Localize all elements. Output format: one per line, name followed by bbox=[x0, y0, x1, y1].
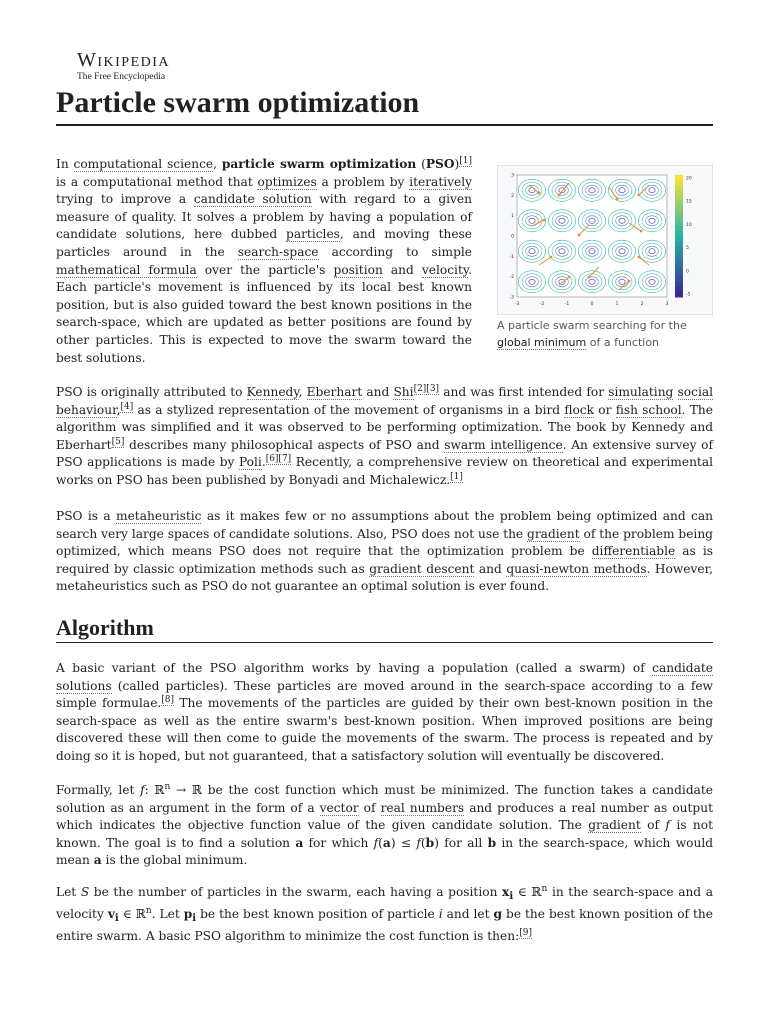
link-gradient-2[interactable]: gradient bbox=[588, 818, 641, 833]
particle-point bbox=[538, 192, 541, 195]
swarm-figure bbox=[497, 165, 713, 351]
particle-point bbox=[638, 256, 641, 259]
citation-ref[interactable]: [9] bbox=[519, 928, 532, 938]
x-tick-label: -3 bbox=[514, 302, 520, 307]
particle-point bbox=[568, 276, 571, 279]
colorbar-segment bbox=[675, 231, 683, 237]
citation-ref[interactable]: [6][7] bbox=[265, 454, 292, 465]
link-simulating[interactable]: simulating bbox=[608, 385, 674, 399]
formal-definition-paragraph: Formally, let f: ℝ$^n$ → ℝ be the cost function which must be minimized. The function takes a candidate solution as an argument in the form of a vector of real numbers and produces a real number as output which indicates the objective function value of the given candidate solution. The gradient of f is not known. The goal is to find a solution a for which f(a) ≤ f(b) for all b in the search-space, which would mean a is the global minimum. bbox=[56, 781, 714, 868]
particle-point bbox=[638, 194, 641, 197]
colorbar-tick-label: -5 bbox=[686, 292, 691, 298]
particle-point bbox=[578, 234, 581, 237]
particle-point bbox=[640, 230, 643, 233]
colorbar-segment bbox=[675, 195, 683, 201]
section-heading-algorithm: Algorithm bbox=[56, 614, 713, 643]
colorbar-segment bbox=[675, 267, 683, 273]
colorbar-segment bbox=[675, 282, 683, 288]
link-quasi-newton-methods[interactable]: quasi-newton methods bbox=[506, 561, 647, 576]
colorbar-segment bbox=[675, 251, 683, 257]
citation-ref[interactable]: [5] bbox=[111, 436, 125, 447]
colorbar-segment bbox=[675, 180, 683, 186]
colorbar-segment bbox=[675, 190, 683, 196]
link-gradient[interactable]: gradient bbox=[527, 526, 580, 541]
colorbar-segment bbox=[675, 221, 683, 227]
history-paragraph: PSO is originally attributed to Kennedy, Eberhart and Shi[2][3] and was first intended for simulating social behaviour,[4] as a stylized representation of the movement of organisms in a bird flock or fish school. The algorithm was simplified and it was observed to be performing optimization. The book by Kennedy and Eberhart[5] describes many philosophical aspects of PSO and swarm intelligence. An extensive survey of PSO applications is made by Poli.[6][7] Recently, a comprehensive review on theoretical and experimental works on PSO has been published by Bonyadi and Michalewicz.[1] bbox=[56, 383, 714, 487]
link-metaheuristic[interactable]: metaheuristic bbox=[116, 509, 202, 523]
colorbar-segment bbox=[675, 261, 683, 267]
particle-point bbox=[550, 256, 553, 259]
x-tick-label: -2 bbox=[539, 302, 545, 307]
metaheuristic-paragraph: PSO is a metaheuristic as it makes few or no assumptions about the problem being optimized and can search very large spaces of candidate solutions. Also, PSO does not use the gradient of the problem being optimized, which means PSO does not require that the optimization problem be differentiable as is required by classic optimization methods such as gradient descent and quasi-newton methods. However, metaheuristics such as PSO do not guarantee an optimal solution is ever found. bbox=[56, 509, 713, 594]
colorbar-segment bbox=[675, 216, 683, 222]
particle-point bbox=[558, 194, 561, 197]
swarm-contour-plot[interactable] bbox=[497, 165, 713, 315]
link-flock[interactable]: flock bbox=[564, 402, 595, 417]
logo-tagline: The Free Encyclopedia bbox=[77, 72, 166, 82]
y-tick-label: 1 bbox=[511, 214, 514, 220]
colorbar-tick-label: 20 bbox=[686, 176, 692, 182]
particle-point bbox=[628, 280, 631, 283]
colorbar-segment bbox=[675, 256, 683, 262]
y-tick-label: 2 bbox=[511, 193, 514, 199]
link-swarm-intelligence[interactable]: swarm intelligence bbox=[444, 437, 563, 452]
colorbar-segment bbox=[675, 211, 683, 217]
link-real-numbers[interactable]: real numbers bbox=[380, 800, 465, 815]
x-tick-label: 3 bbox=[665, 302, 669, 307]
citation-ref[interactable]: [1] bbox=[450, 471, 463, 482]
citation-ref[interactable]: [1] bbox=[459, 155, 472, 166]
colorbar-tick-label: 5 bbox=[686, 246, 689, 252]
link-mathematical-formula[interactable]: mathematical formula bbox=[56, 262, 197, 277]
colorbar-segment bbox=[675, 175, 683, 181]
y-tick-label: -3 bbox=[509, 295, 514, 301]
logo-wordmark: Wikipedia bbox=[77, 49, 171, 71]
y-tick-label: -2 bbox=[509, 275, 514, 281]
colorbar-segment bbox=[675, 277, 683, 283]
colorbar-segment bbox=[675, 226, 683, 232]
citation-ref[interactable]: [8] bbox=[161, 695, 175, 706]
link-search-space[interactable]: search-space bbox=[237, 244, 319, 259]
wikipedia-logo[interactable] bbox=[77, 50, 170, 82]
link-global-minimum[interactable]: global minimum bbox=[497, 336, 587, 349]
colorbar-segment bbox=[675, 200, 683, 206]
x-tick-label: 2 bbox=[640, 302, 644, 307]
link-optimizes[interactable]: optimizes bbox=[257, 174, 317, 189]
citation-ref[interactable]: [4] bbox=[120, 401, 134, 412]
algorithm-paragraph: A basic variant of the PSO algorithm works by having a population (called a swarm) of candidate solutions (called particles). These particles are moved around in the search-space according to a few simple formulae.[8] The movements of the particles are guided by their own best-known position in the search-space as well as the entire swarm's best-known position. When improved positions are being discovered these will then come to guide the movements of the swarm. The process is repeated and by doing so it is hoped, but not guaranteed, that a satisfactory solution will eventually be discovered. bbox=[56, 661, 713, 763]
colorbar-segment bbox=[675, 287, 683, 293]
algorithm-setup-paragraph: Let S be the number of particles in the swarm, each having a position $x_i$ ∈ ℝ$^n$ in the search-space and a velocity $v_i$ ∈ ℝ$^n$. Let $p_i$ be the best known position of particle i and let g be the best known position of the entire swarm. A basic PSO algorithm to minimize the cost function is then:[9] bbox=[56, 883, 713, 944]
link-position[interactable]: position bbox=[333, 262, 383, 277]
colorbar-segment bbox=[675, 246, 683, 252]
link-differentiable[interactable]: differentiable bbox=[591, 544, 676, 559]
x-tick-label: 1 bbox=[615, 302, 619, 307]
link-velocity[interactable]: velocity bbox=[421, 262, 469, 277]
link-shi[interactable]: Shi bbox=[393, 385, 414, 399]
colorbar-tick-label: 10 bbox=[686, 222, 692, 228]
colorbar-segment bbox=[675, 292, 683, 298]
citation-ref[interactable]: [2][3] bbox=[413, 383, 440, 394]
colorbar-segment bbox=[675, 185, 683, 191]
link-fish-school[interactable]: fish school bbox=[615, 402, 682, 417]
colorbar-segment bbox=[675, 272, 683, 278]
colorbar-segment bbox=[675, 206, 683, 212]
figure-caption: A particle swarm searching for the global minimum of a function bbox=[497, 319, 687, 349]
intro-paragraph: In computational science, particle swarm optimization (PSO)[1] is a computational method that optimizes a problem by iteratively trying to improve a candidate solution with regard to a given measure of quality. It solves a problem by having a population of candidate solutions, here dubbed particles, and moving these particles around in the search-space according to simple mathematical formula over the particle's position and velocity. Each particle's movement is influenced by its local best known position, but is also guided toward the best known positions in the search-space, which are updated as better positions are found by other particles. This is expected to move the swarm toward the best solutions. bbox=[56, 155, 473, 365]
link-computational-science[interactable]: computational science bbox=[73, 157, 214, 171]
link-candidate-solutions[interactable]: candidate solutions bbox=[56, 661, 713, 693]
particle-point bbox=[543, 219, 546, 222]
link-iteratively[interactable]: iteratively bbox=[409, 174, 472, 189]
link-particles[interactable]: particles bbox=[286, 227, 340, 242]
colorbar-segment bbox=[675, 241, 683, 247]
page-title: Particle swarm optimization bbox=[56, 84, 713, 126]
link-gradient-descent[interactable]: gradient descent bbox=[369, 561, 475, 576]
link-eberhart[interactable]: Eberhart bbox=[306, 385, 363, 399]
y-tick-label: -1 bbox=[509, 254, 514, 260]
link-kennedy[interactable]: Kennedy bbox=[246, 385, 299, 399]
colorbar-tick-label: 0 bbox=[686, 269, 689, 275]
x-tick-label: -1 bbox=[564, 302, 570, 307]
link-poli[interactable]: Poli bbox=[238, 455, 262, 470]
link-candidate-solution[interactable]: candidate solution bbox=[193, 192, 312, 207]
colorbar-tick-label: 15 bbox=[686, 199, 692, 205]
y-tick-label: 0 bbox=[511, 234, 514, 240]
particle-point bbox=[588, 276, 591, 279]
link-vector[interactable]: vector bbox=[319, 800, 359, 815]
particle-point bbox=[616, 198, 619, 201]
colorbar-segment bbox=[675, 236, 683, 242]
y-tick-label: 3 bbox=[511, 173, 514, 179]
link-social-behaviour[interactable]: social behaviour bbox=[56, 385, 714, 417]
x-tick-label: 0 bbox=[590, 302, 594, 307]
